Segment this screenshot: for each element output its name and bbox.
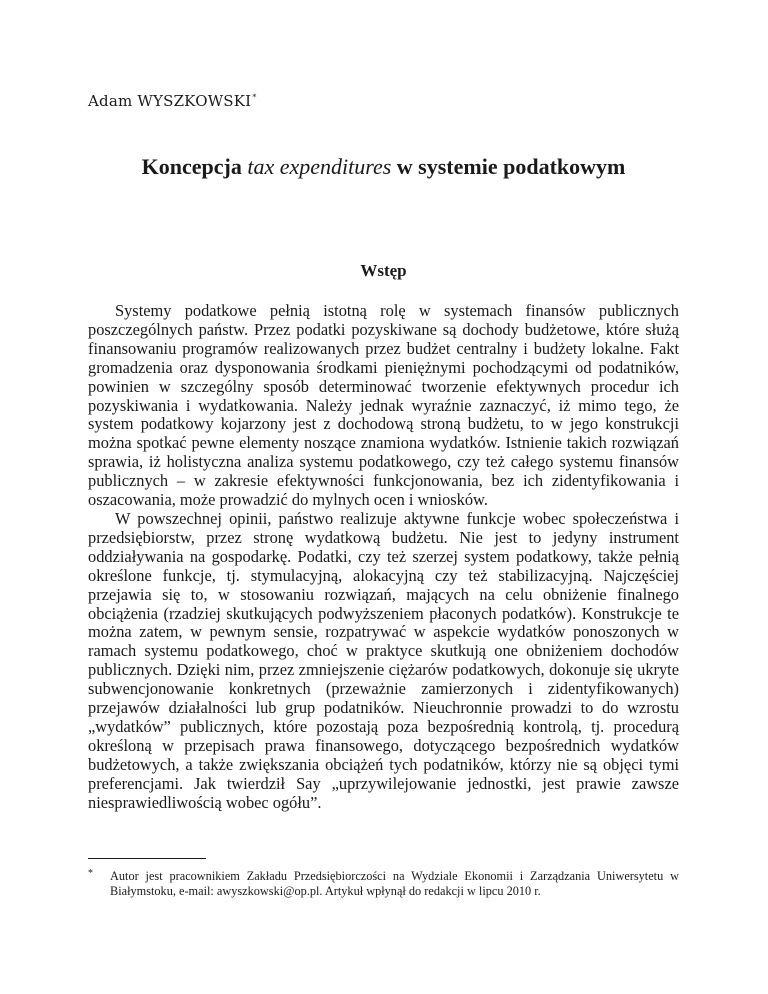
footnote-mark: * — [88, 868, 93, 879]
footnote-divider — [88, 858, 206, 859]
footnote — [88, 869, 679, 900]
title-italic-term: tax expenditures — [247, 154, 392, 179]
title-part-1: Koncepcja — [141, 154, 248, 179]
paragraph: W powszechnej opinii, państwo realizuje aktywne funkcje wobec społeczeństwa i przedsiębiorstw, przez stronę wydatkową budżetu. Nie jest to jedyny instrument oddziaływania na gospodarkę. Podatki, czy też szerzej system podatkowy, także pełnią określone funkcje, tj. stymulacyjną, alokacyjną czy też stabilizacyjną. Najczęściej przejawia się to, w stosowaniu rozwiązań, mających na celu obniżenie finalnego obciążenia (rzadziej skutkujących podwyższeniem płaconych podatków). Konstrukcje te można zatem, w pewnym sensie, rozpatrywać w aspekcie wydatków ponoszonych w ramach systemu podatkowego, choć w praktyce skutkują one obniżeniem dochodów publicznych. Dzięki nim, przez zmniejszenie ciężarów podatkowych, dokonuje się ukryte subwencjonowanie konkretnych (przeważnie zamierzonych i zidentyfikowanych) przejawów działalności lub grup podatników. Nieuchronnie prowadzi to do wzrostu „wydatków” publicznych, które pozostają poza bezpośrednią kontrolą, tj. procedurą określoną w przepisach prawa finansowego, dotyczącego bezpośrednich wydatków budżetowych, a także zwiększania obciążeń tych podatników, którzy nie są objęci tymi preferencjami. Jak twierdził Say „uprzywilejowanie jednostki, jest prawie zawsze niesprawiedliwością wobec ogółu”. — [88, 508, 679, 812]
footnote-text: Autor jest pracownikiem Zakładu Przedsiębiorczości na Wydziale Ekonomii i Zarządzania Uniwersytetu w Białymstoku, e-mail: awyszkowski@op.pl. Artykuł wpłynął do redakcji w lipcu 2010 r. — [110, 869, 679, 899]
title-part-2: w systemie podatkowym — [391, 154, 626, 179]
section-heading: Wstęp — [360, 261, 407, 280]
author-name: Adam WYSZKOWSKI — [88, 92, 252, 110]
body-text — [88, 302, 679, 812]
article-title — [88, 154, 679, 180]
author-line — [88, 92, 257, 110]
author-footnote-mark: * — [252, 93, 257, 102]
paragraph: Systemy podatkowe pełnią istotną rolę w systemach finansów publicznych poszczególnych państw. Przez podatki pozyskiwane są dochody budżetowe, które służą finansowaniu programów realizowanych przez budżet centralny i budżety lokalne. Fakt gromadzenia oraz dysponowania środkami pieniężnymi pochodzącymi od podatników, powinien w szczególny sposób determinować tworzenie efektywnych procedur ich pozyskiwania i wydatkowania. Należy jednak wyraźnie zaznaczyć, iż mimo tego, że system podatkowy kojarzony jest z dochodową stroną budżetu, to w jego konstrukcji można spotkać pewne elementy noszące znamiona wydatków. Istnienie takich rozwiązań sprawia, iż holistyczna analiza systemu podatkowego, czy też całego systemu finansów publicznych – w zakresie efektywności funkcjonowania, bez ich zidentyfikowania i oszacowania, może prowadzić do mylnych ocen i wniosków. — [88, 301, 679, 510]
